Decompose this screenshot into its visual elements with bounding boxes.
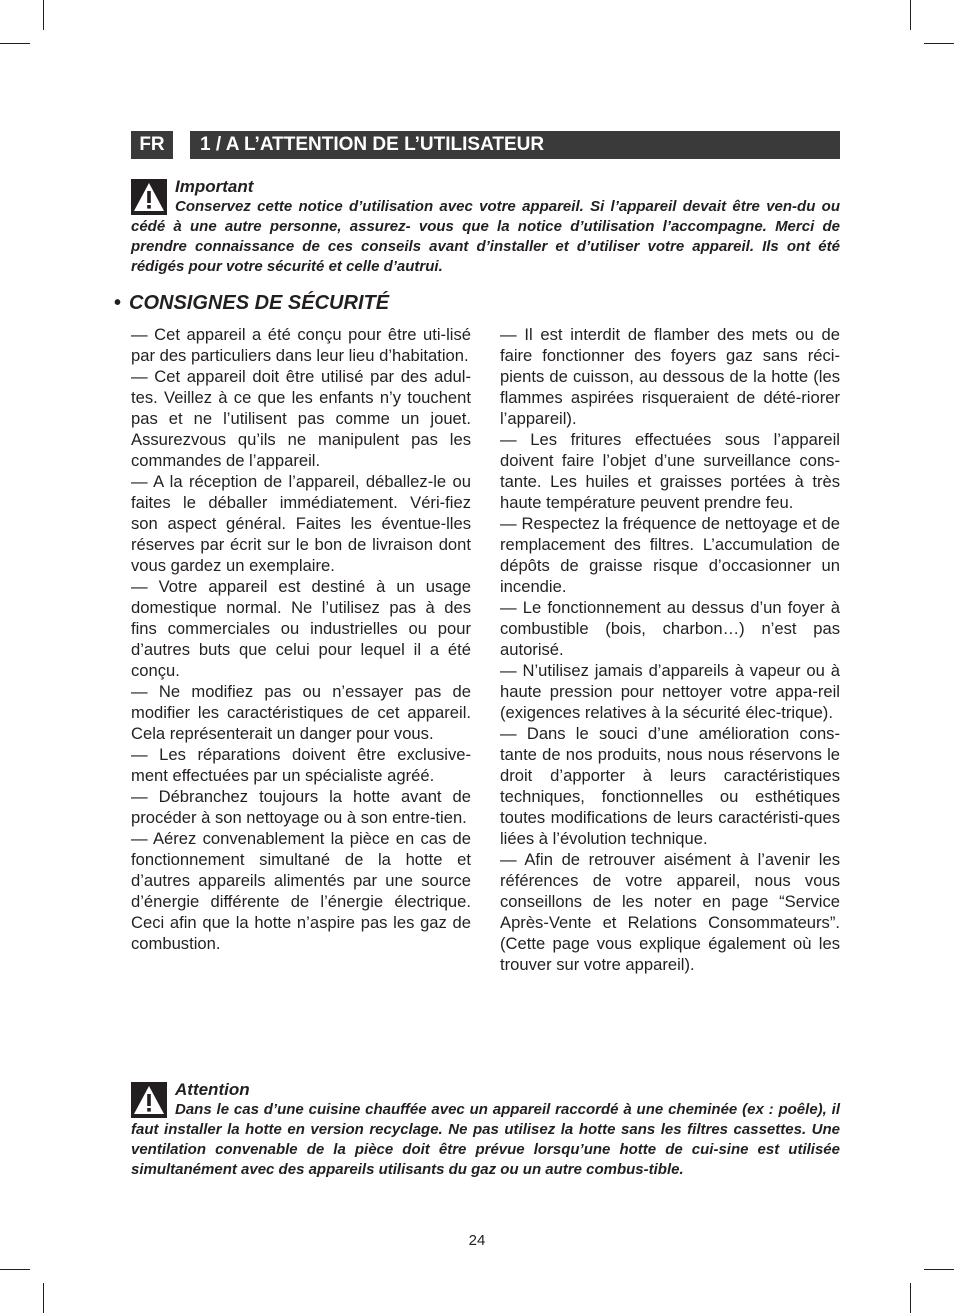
safety-item: — Cet appareil doit être utilisé par des adul-tes. Veillez à ce que les enfants n’y touchent pas et ne l’utilisent pas comme un jouet. Assurezvous qu’ils ne manipulent pas les commandes de l’appareil. [131,367,471,470]
warning-triangle-icon [131,179,167,215]
safety-item: — Les réparations doivent être exclusive-ment effectuées par un spécialiste agréé. [131,745,471,785]
warning-triangle-icon [131,1082,167,1118]
left-column [131,324,471,954]
section-header [131,131,840,159]
safety-item: — Débranchez toujours la hotte avant de procéder à son nettoyage ou à son entre-tien. [131,787,471,827]
crop-mark [910,1283,911,1313]
crop-mark [0,1269,30,1270]
language-badge: FR [131,131,173,159]
important-title: Important [175,177,254,196]
safety-item: — Ne modifiez pas ou n’essayer pas de modifier les caractéristiques de cet appareil. Cela représenterait un danger pour vous. [131,682,471,743]
crop-mark [0,43,30,44]
crop-mark [43,1283,44,1313]
right-column [500,324,840,975]
section-title [114,290,389,316]
crop-mark [924,43,954,44]
crop-mark [924,1269,954,1270]
page-number: 24 [468,1232,486,1249]
section-title-text: CONSIGNES DE SÉCURITÉ [129,292,390,314]
safety-item: — N’utilisez jamais d’appareils à vapeur ou à haute pression pour nettoyer votre appa-reil (exigences relatives à la sécurité élec-trique). [500,661,840,722]
bullet: • [114,292,122,314]
safety-item: — Afin de retrouver aisément à l’avenir les références de votre appareil, nous vous conseillons de les noter en page “Service Après-Vente et Relations Consommateurs”. (Cette page vous explique également où les trouver sur votre appareil). [500,850,840,974]
attention-notice [131,1080,840,1180]
crop-mark [43,0,44,30]
safety-item: — Il est interdit de flamber des mets ou de faire fonctionner des foyers gaz sans réci-pients de cuisson, au dessous de la hotte (les flammes aspirées risqueraient de dété-riorer l’appareil). [500,325,840,428]
safety-item: — Votre appareil est destiné à un usage domestique normal. Ne l’utilisez pas à des fins commerciales ou industrielles ou pour d’autres buts que celui pour lequel il a été conçu. [131,577,471,680]
attention-title: Attention [175,1080,250,1099]
important-text: Conservez cette notice d’utilisation avec votre appareil. Si l’appareil devait être ven-du ou cédé à une autre personne, assurez- vous que la notice d’utilisation l’accompagne. Merci de prendre connaissance de ces conseils avant d’installer et d’utiliser votre appareil. Ils ont été rédigés pour votre sécurité et celle d’autrui. [131,198,840,275]
safety-item: — Les fritures effectuées sous l’appareil doivent faire l’objet d’une surveillance cons-tante. Les huiles et graisses portées à très haute température peuvent prendre feu. [500,430,840,512]
safety-item: — A la réception de l’appareil, déballez-le ou faites le déballer immédiatement. Véri-fiez son aspect général. Faites les éventue-lles réserves par écrit sur le bon de livraison dont vous gardez un exemplaire. [131,472,471,575]
safety-item: — Dans le souci d’une amélioration cons-tante de nos produits, nous nous réservons le droit d’apporter à leurs caractéristiques techniques, fonctionnelles ou esthétiques toutes modifications de leurs caractéristi-ques liées à l’évolution technique. [500,724,840,848]
crop-mark [910,0,911,30]
safety-item: — Cet appareil a été conçu pour être uti-lisé par des particuliers dans leur lieu d’habitation. [131,325,471,365]
attention-text: Dans le cas d’une cuisine chauffée avec un appareil raccordé à une cheminée (ex : poêle), il faut installer la hotte en version recyclage. Ne pas utilisez la hotte sans les filtres cassettes. Une ventilation convenable de la pièce doit être prévue lorsqu’une hotte de cui-sine est utilisée simultanément avec des appareils utilisants du gaz ou un autre combus-tible. [131,1101,840,1178]
safety-item: — Le fonctionnement au dessus d’un foyer à combustible (bois, charbon…) n’est pas autorisé. [500,598,840,659]
important-notice [131,177,840,277]
safety-item: — Respectez la fréquence de nettoyage et de remplacement des filtres. L’accumulation de dépôts de graisse risque d’occasionner un incendie. [500,514,840,596]
safety-item: — Aérez convenablement la pièce en cas de fonctionnement simultané de la hotte et d’autres appareils alimentés par une source d’énergie différente de l’énergie électrique. Ceci afin que la hotte n’aspire pas les gaz de combustion. [131,829,471,953]
chapter-title: 1 / A L’ATTENTION DE L’UTILISATEUR [190,131,840,159]
